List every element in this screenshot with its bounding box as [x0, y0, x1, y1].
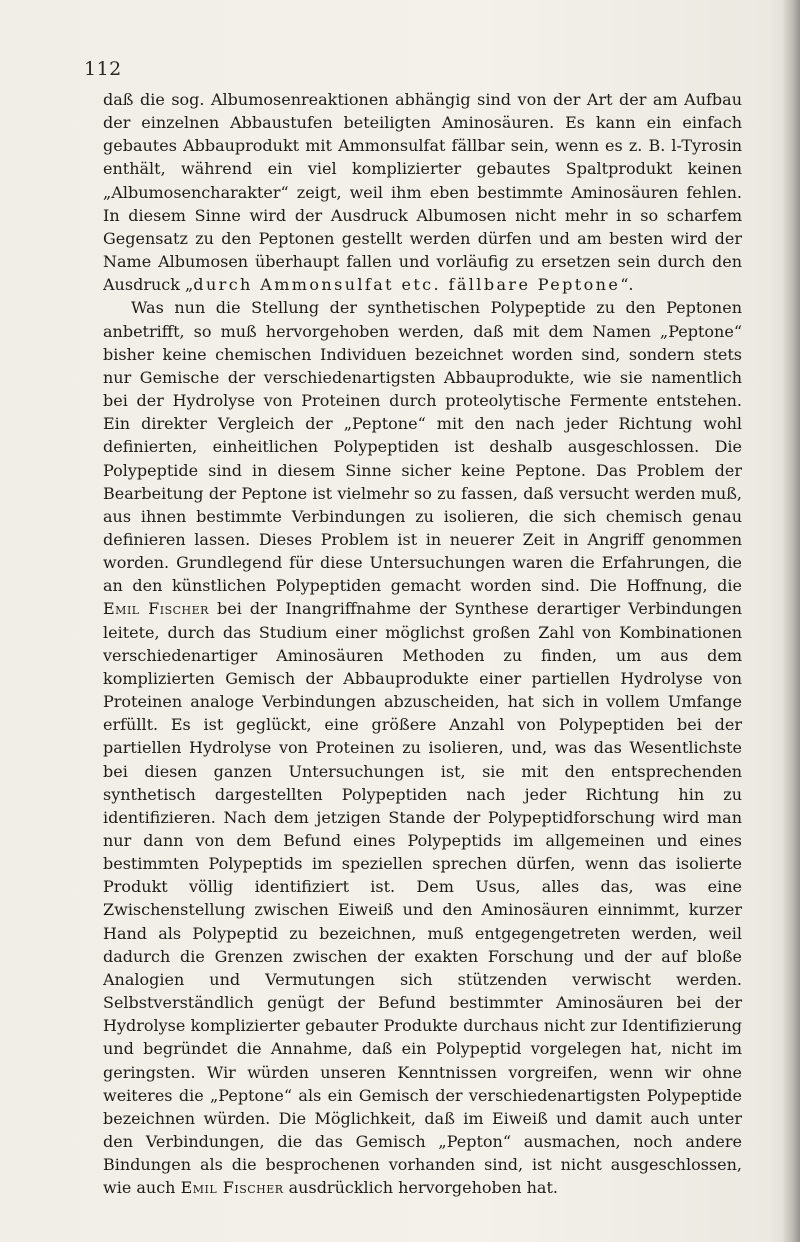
- page-edge-shadow: [782, 0, 800, 1242]
- spaced-emphasis: durch Ammonsulfat etc. fällbare Peptone: [193, 275, 621, 295]
- author-name-fischer: Emil Fischer: [103, 599, 209, 619]
- paragraph-2-text-c: ausdrücklich hervorgehoben hat.: [283, 1178, 558, 1198]
- paragraph-2-text-b: bei der Inangriffnahme der Synthese derartiger Verbindungen leitete, durch das Studium einer möglichst großen Zahl von Kombinationen verschiedenartiger Aminosäuren Methoden zu finden, um aus dem komplizierten Gemisch der Abbauprodukte einer partiellen Hydrolyse von Proteinen analoge Verbindungen abzuscheiden, hat sich in vollem Umfange erfüllt. Es ist geglückt, eine größere Anzahl von Polypeptiden bei der partiellen Hydrolyse von Proteinen zu isolieren, und, was das Wesentlichste bei diesen ganzen Untersuchungen ist, sie mit den entsprechenden synthetisch dargestellten Polypeptiden nach jeder Richtung hin zu identifizieren. Nach dem jetzigen Stande der Polypeptidforschung wird man nur dann von dem Befund eines Polypeptids im allgemeinen und eines bestimmten Polypeptids im speziellen sprechen dürfen, wenn das isolierte Produkt völlig identifiziert ist. Dem Usus, alles das, was eine Zwischenstellung zwischen Eiweiß und den Aminosäuren einnimmt, kurzer Hand als Polypeptid zu bezeichnen, muß entgegengetreten werden, weil dadurch die Grenzen zwischen der exakten Forschung und der auf bloße Analogien und Vermutungen sich stützenden verwischt werden. Selbstverständlich genügt der Befund bestimmter Aminosäuren bei der Hydrolyse komplizierter gebauter Produkte durchaus nicht zur Identifizierung und begründet die Annahme, daß ein Polypeptid vorgelegen hat, nicht im geringsten. Wir würden unseren Kenntnissen vorgreifen, wenn wir ohne weiteres die „Peptone“ als ein Gemisch der verschiedenartigsten Polypeptide bezeichnen würden. Die Möglichkeit, daß im Eiweiß und damit auch unter den Verbindungen, die das Gemisch „Pepton“ ausmachen, noch andere Bindungen als die besprochenen vorhanden sind, ist nicht ausgeschlossen, wie auch: [103, 599, 743, 1198]
- paragraph-albumosen: [103, 88, 742, 296]
- paragraph-1-end: “.: [620, 275, 634, 295]
- body-text: [103, 88, 742, 1200]
- paragraph-2-text-a: Was nun die Stellung der synthetischen Polypeptide zu den Peptonen anbetrifft, so muß hervorgehoben werden, daß mit dem Namen „Peptone“ bisher keine chemischen Individuen bezeichnet worden sind, sondern stets nur Gemische der verschiedenartigsten Abbauprodukte, wie sie namentlich bei der Hydrolyse von Proteinen durch proteolytische Fermente entstehen. Ein direkter Vergleich der „Peptone“ mit den nach jeder Richtung wohl definierten, einheitlichen Polypeptiden ist deshalb ausgeschlossen. Die Polypeptide sind in diesem Sinne sicher keine Peptone. Das Problem der Bearbeitung der Peptone ist vielmehr so zu fassen, daß versucht werden muß, aus ihnen bestimmte Verbindungen zu isolieren, die sich chemisch genau definieren lassen. Dieses Problem ist in neuerer Zeit in Angriff genommen worden. Grundlegend für diese Untersuchungen waren die Erfahrungen, die an den künstlichen Polypeptiden gemacht worden sind. Die Hoffnung, die: [103, 298, 742, 596]
- page-number: 112: [84, 58, 122, 80]
- author-name-fischer-2: Emil Fischer: [180, 1178, 284, 1198]
- paragraph-1-text: daß die sog. Albumosenreaktionen abhängig sind von der Art der am Aufbau der einzelnen Abbaustufen beteiligten Aminosäuren. Es kann ein einfach gebautes Abbauprodukt mit Ammonsulfat fällbar sein, wenn es z. B. l-Tyrosin enthält, während ein viel komplizierter gebautes Spaltprodukt keinen „Albumosencharakter“ zeigt, weil ihm eben bestimmte Aminosäuren fehlen. In diesem Sinne wird der Ausdruck Albumosen nicht mehr in so scharfem Gegensatz zu den Peptonen gestellt werden dürfen und am besten wird der Name Albumosen überhaupt fallen und vorläufig zu ersetzen sein durch den Ausdruck „: [103, 90, 742, 295]
- paragraph-polypeptide: [103, 296, 742, 1199]
